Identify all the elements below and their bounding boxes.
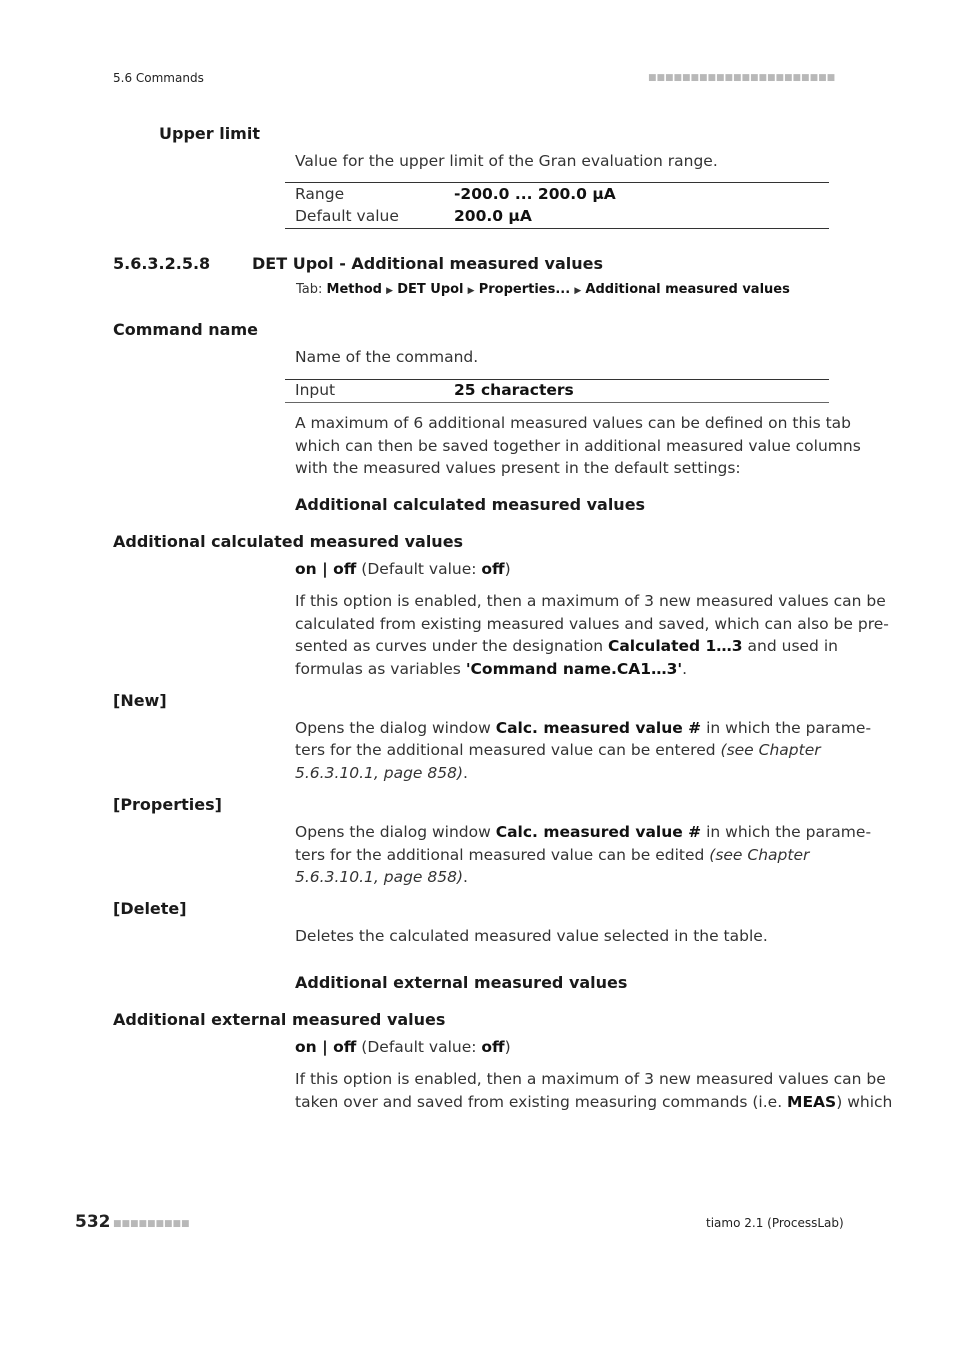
text: . bbox=[682, 660, 688, 678]
off-option: off bbox=[333, 560, 357, 578]
text: ters for the additional measured value can be edited bbox=[295, 846, 710, 864]
command-name-heading: Command name bbox=[113, 320, 258, 339]
intro-line-3: with the measured values present in the default settings: bbox=[295, 459, 741, 477]
off-option: off bbox=[333, 1038, 357, 1056]
default-value: off bbox=[481, 1038, 505, 1056]
default-prefix: (Default value: bbox=[356, 560, 482, 578]
section-number: 5.6.3.2.5.8 bbox=[113, 254, 211, 273]
dialog-name: Calc. measured value # bbox=[495, 823, 702, 841]
calc-line-2: calculated from existing measured values and saved, which can also be pre- bbox=[295, 615, 889, 633]
command-name: MEAS bbox=[787, 1093, 837, 1111]
text: in which the parame- bbox=[701, 823, 872, 841]
new-line-2 bbox=[295, 739, 821, 762]
triangle-right-icon: ▶ bbox=[467, 286, 475, 296]
calc-line-3 bbox=[295, 635, 838, 658]
tab-path-det-upol: DET Upol bbox=[397, 282, 464, 297]
intro-line-2: which can then be saved together in additional measured value columns bbox=[295, 437, 861, 455]
text: Opens the dialog window bbox=[295, 719, 496, 737]
table-rule-bottom bbox=[285, 228, 829, 229]
new-heading: [New] bbox=[113, 691, 167, 710]
text: . bbox=[463, 764, 468, 782]
ext-onoff bbox=[295, 1036, 511, 1059]
ext-subheading: Additional external measured values bbox=[295, 973, 628, 992]
calc-subheading: Additional calculated measured values bbox=[295, 495, 646, 514]
input-value: 25 characters bbox=[454, 381, 574, 399]
calculated-designation: Calculated 1…3 bbox=[607, 637, 743, 655]
properties-line-3 bbox=[295, 866, 468, 889]
tab-path-method: Method bbox=[326, 282, 382, 297]
text: formulas as variables bbox=[295, 660, 466, 678]
default-suffix: ) bbox=[504, 1038, 511, 1056]
page-number: 532 bbox=[75, 1212, 111, 1232]
text: ters for the additional measured value can be entered bbox=[295, 741, 721, 759]
footer-decoration: ■■■■■■■■■ bbox=[113, 1219, 190, 1229]
text: taken over and saved from existing measuring commands (i.e. bbox=[295, 1093, 788, 1111]
ext-line-1: If this option is enabled, then a maximum of 3 new measured values can be bbox=[295, 1070, 886, 1088]
delete-heading: [Delete] bbox=[113, 899, 187, 918]
upper-limit-heading: Upper limit bbox=[159, 124, 260, 143]
tab-path-properties: Properties... bbox=[478, 282, 571, 297]
new-line-3 bbox=[295, 762, 468, 785]
footer-product: tiamo 2.1 (ProcessLab) bbox=[706, 1216, 844, 1230]
range-label: Range bbox=[295, 185, 345, 203]
triangle-right-icon: ▶ bbox=[386, 286, 394, 296]
properties-line-1 bbox=[295, 821, 871, 844]
chapter-link[interactable]: (see Chapter bbox=[709, 846, 810, 864]
delete-description: Deletes the calculated measured value selected in the table. bbox=[295, 927, 768, 945]
variable-name: 'Command name.CA1…3' bbox=[465, 660, 683, 678]
ext-line-2 bbox=[295, 1091, 892, 1114]
calc-heading: Additional calculated measured values bbox=[113, 532, 464, 551]
default-value-label: Default value bbox=[295, 207, 399, 225]
text: . bbox=[463, 868, 468, 886]
section-title: DET Upol - Additional measured values bbox=[252, 254, 604, 273]
default-value-value: 200.0 µA bbox=[454, 207, 532, 225]
triangle-right-icon: ▶ bbox=[574, 286, 582, 296]
dialog-name: Calc. measured value # bbox=[495, 719, 702, 737]
header-decoration: ■■■■■■■■■■■■■■■■■■■■■■ bbox=[648, 73, 836, 83]
input-rule-bottom bbox=[285, 402, 829, 403]
command-name-description: Name of the command. bbox=[295, 348, 479, 366]
upper-limit-description: Value for the upper limit of the Gran evaluation range. bbox=[295, 152, 718, 170]
text: sented as curves under the designation bbox=[295, 637, 608, 655]
onoff-separator: | bbox=[316, 560, 334, 578]
tab-prefix: Tab: bbox=[296, 282, 323, 297]
default-suffix: ) bbox=[504, 560, 511, 578]
default-value: off bbox=[481, 560, 505, 578]
onoff-separator: | bbox=[316, 1038, 334, 1056]
chapter-link[interactable]: (see Chapter bbox=[720, 741, 821, 759]
input-label: Input bbox=[295, 381, 336, 399]
on-option: on bbox=[295, 560, 317, 578]
text: Opens the dialog window bbox=[295, 823, 496, 841]
text: ) which bbox=[836, 1093, 893, 1111]
calc-line-1: If this option is enabled, then a maximum of 3 new measured values can be bbox=[295, 592, 886, 610]
tab-breadcrumb bbox=[296, 282, 790, 297]
on-option: on bbox=[295, 1038, 317, 1056]
properties-heading: [Properties] bbox=[113, 795, 222, 814]
chapter-link[interactable]: 5.6.3.10.1, page 858) bbox=[295, 764, 464, 782]
text: and used in bbox=[742, 637, 838, 655]
new-line-1 bbox=[295, 717, 871, 740]
properties-line-2 bbox=[295, 844, 809, 867]
tab-path-additional: Additional measured values bbox=[585, 282, 790, 297]
calc-onoff bbox=[295, 558, 511, 581]
calc-line-4 bbox=[295, 658, 687, 681]
intro-line-1: A maximum of 6 additional measured values can be defined on this tab bbox=[295, 414, 852, 432]
ext-heading: Additional external measured values bbox=[113, 1010, 446, 1029]
default-prefix: (Default value: bbox=[356, 1038, 482, 1056]
running-header-section: 5.6 Commands bbox=[113, 71, 204, 85]
text: in which the parame- bbox=[701, 719, 872, 737]
range-value: -200.0 ... 200.0 µA bbox=[454, 185, 616, 203]
chapter-link[interactable]: 5.6.3.10.1, page 858) bbox=[295, 868, 464, 886]
